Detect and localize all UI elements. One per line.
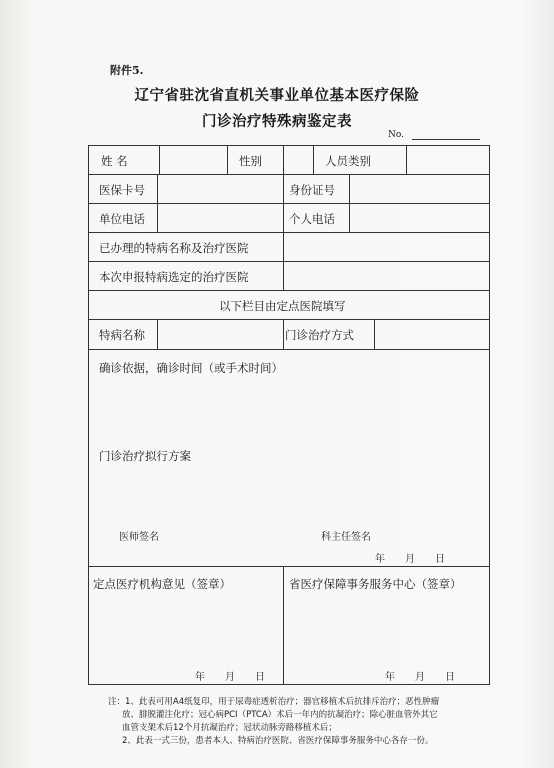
center-opinion-label: 省医疗保障事务服务中心（签章）: [289, 577, 462, 591]
personnel-type-label: 人员类别: [325, 154, 371, 168]
note-line-2: 放、腓脱灌注化疗；冠心病PCI（PTCA）术后一年内的抗凝治疗；除心脏血管外其它: [122, 710, 438, 720]
date-row-1: 年 月 日: [375, 554, 445, 565]
selected-hospital-label: 本次申报特病选定的治疗医院: [99, 270, 249, 284]
name-label: 姓 名: [101, 154, 128, 168]
physician-sign-label: 医师签名: [119, 532, 159, 543]
personal-phone-label: 个人电话: [289, 212, 335, 226]
treatment-plan-label: 门诊治疗拟行方案: [99, 449, 191, 463]
diagnosis-basis-label: 确诊依据，确诊时间（或手术时间）: [99, 361, 283, 375]
title-line-1: 辽宁省驻沈省直机关事业单位基本医疗保险: [134, 87, 420, 104]
gender-label: 性别: [239, 154, 262, 168]
handled-disease-label: 已办理的特病名称及治疗医院: [99, 241, 249, 255]
number-label: No.: [388, 130, 404, 140]
notes: [108, 696, 498, 748]
note-line-3: 血管支架术后12个月抗凝治疗；冠状动脉旁路移植术后；: [122, 723, 337, 733]
section-header: 以下栏目由定点医院填写: [219, 299, 346, 313]
note-line-4: 2、此表一式三份，患者本人、特病治疗医院、省医疗保障事务服务中心各存一份。: [122, 736, 434, 746]
date-row-3: 年 月 日: [385, 672, 455, 683]
attachment-label: 附件5.: [110, 64, 144, 77]
disease-name-label: 特病名称: [99, 328, 145, 342]
title-line-2: 门诊治疗特殊病鉴定表: [202, 113, 352, 130]
insurance-card-label: 医保卡号: [99, 183, 145, 197]
note-line-1: 注：1、此表可用A4纸复印，用于尿毒症透析治疗；器官移植术后抗排斥治疗；恶性肿瘤: [108, 697, 440, 707]
date-row-2: 年 月 日: [195, 672, 265, 683]
treatment-method-label: 门诊治疗方式: [285, 328, 354, 342]
director-sign-label: 科主任签名: [321, 532, 371, 543]
hospital-opinion-label: 定点医疗机构意见（签章）: [93, 577, 231, 591]
id-number-label: 身份证号: [289, 183, 335, 197]
work-phone-label: 单位电话: [99, 212, 145, 226]
number-blank[interactable]: [412, 139, 480, 140]
form-table: [88, 145, 490, 685]
